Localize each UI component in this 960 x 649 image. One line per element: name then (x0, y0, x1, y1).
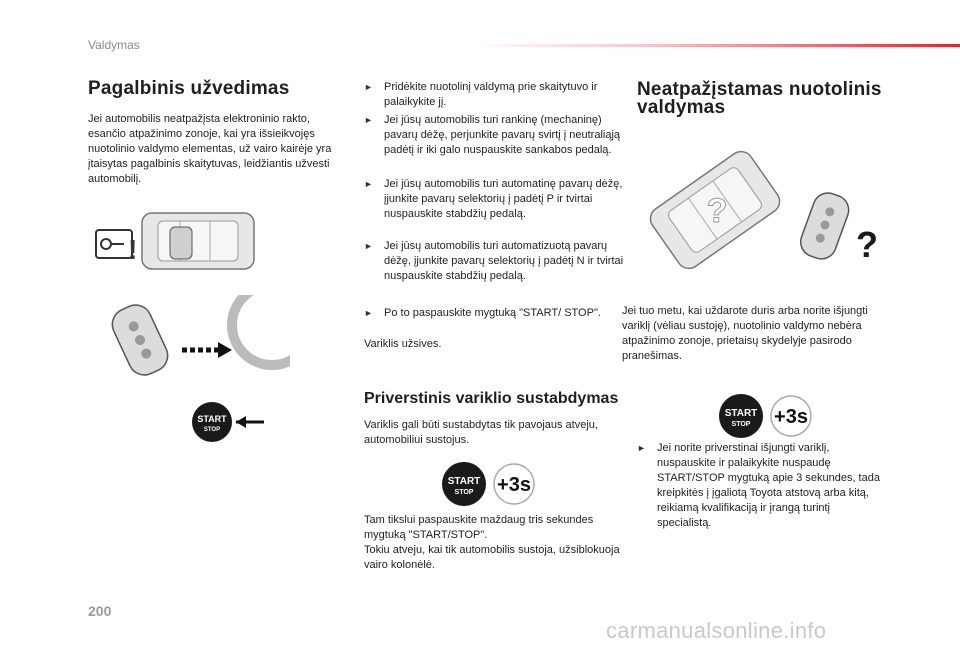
bullet-item: ► Jei norite priverstinai išjungti variklį, nuspauskite ir palaikykite nuspaudę START/STOP mygtuką apie 3 sekundes, tada kreipkitės į įgaliotą Toyota atstovą arba kitą, reikiamą kvalifikaciją ir įrangą turintį specialistą. (637, 442, 880, 529)
key-to-reader-illustration (100, 295, 290, 390)
svg-text:START: START (724, 408, 758, 419)
question-mark-icon: ? (856, 224, 878, 265)
section-label: Valdymas (88, 38, 140, 52)
svg-text:START: START (447, 476, 481, 487)
bullet-arrow-icon: ► (364, 308, 373, 318)
svg-text:STOP: STOP (454, 489, 474, 496)
unrecognized-remote-body: Jei tuo metu, kai uždarote duris arba norite išjungti variklį (vėliau sustoję), nuotolinio valdymo nebėra atpažinimo zonoje, prietaisų skydelyje pasirodo pranešimas. (622, 305, 868, 362)
bullet-item: ► Pridėkite nuotolinį valdymą prie skaitytuvo ir palaikykite jį. (364, 81, 598, 108)
car-top-view (140, 205, 260, 275)
bullet-item: ► Jei jūsų automobilis turi rankinę (mechaninę) pavarų dėžę, perjunkite pavarų svirtį į neutraliąją padėtį ir iki galo nuspauskite sankabos pedalą. (364, 114, 621, 156)
stop-label: STOP (203, 427, 221, 433)
start-label: START (197, 414, 227, 424)
start-stop-press-illustration (190, 400, 270, 444)
dashed-arrow-icon (182, 342, 232, 358)
unrecognized-remote-title-line1: Neatpažįstamas nuotolinis (637, 79, 882, 100)
car-unknown-key-illustration (645, 150, 785, 270)
bullet-arrow-icon: ► (364, 115, 373, 125)
key-warning-icon (96, 230, 137, 265)
forced-stop-title: Priverstinis variklio sustabdymas (364, 390, 619, 407)
start-stop-3s-badge (717, 392, 817, 442)
watermark: carmanualsonline.info (606, 618, 827, 643)
steering-lock-note: Tokiu atveju, kai tik automobilis sustoja, užsiblokuoja vairo kolonėlė. (364, 544, 620, 571)
svg-text:STOP: STOP (731, 421, 751, 428)
forced-stop-instructions: Tam tikslui paspauskite maždaug tris sekundes mygtuką "START/STOP". (364, 514, 594, 541)
page-number: 200 (88, 603, 112, 619)
svg-text:!: ! (128, 234, 138, 265)
svg-text:+3s: +3s (497, 474, 531, 496)
bullet-arrow-icon: ► (364, 179, 373, 189)
backup-start-intro: Jei automobilis neatpažįsta elektroninio rakto, esančio atpažinimo zonoje, kai yra išsieikvojęs nuotolinio valdymo elementas, už vairo kairėje yra įtaisytas pagalbinis skaitytuvas, leidžiantis užvesti automobilį. (88, 113, 332, 185)
forced-stop-intro: Variklis gali būti sustabdytas tik pavojaus atveju, automobiliui sustojus. (364, 419, 598, 446)
header-accent-bar (470, 44, 960, 47)
bullet-item: ► Po to paspauskite mygtuką "START/ STOP". (364, 307, 601, 319)
svg-text:+3s: +3s (774, 406, 808, 428)
engine-started-text: Variklis užsives. (364, 338, 442, 350)
bullet-item: ► Jei jūsų automobilis turi automatinę pavarų dėžę, įjunkite pavarų selektorių į padėtį P ir tvirtai nuspauskite stabdžių pedalą. (364, 178, 623, 220)
backup-start-title: Pagalbinis užvedimas (88, 78, 290, 99)
unrecognized-remote-title-line2: valdymas (637, 97, 726, 118)
start-stop-3s-badge (440, 460, 540, 510)
bullet-arrow-icon: ► (364, 82, 373, 92)
question-mark-icon: ? (706, 192, 728, 230)
bullet-item: ► Jei jūsų automobilis turi automatizuotą pavarų dėžę, įjunkite pavarų selektorių į padėtį N ir tvirtai nuspauskite stabdžių pedalą. (364, 240, 624, 282)
bullet-arrow-icon: ► (364, 241, 373, 251)
arrow-left-icon (236, 416, 246, 428)
key-fob-question-illustration (795, 185, 885, 275)
bullet-arrow-icon: ► (637, 443, 646, 453)
